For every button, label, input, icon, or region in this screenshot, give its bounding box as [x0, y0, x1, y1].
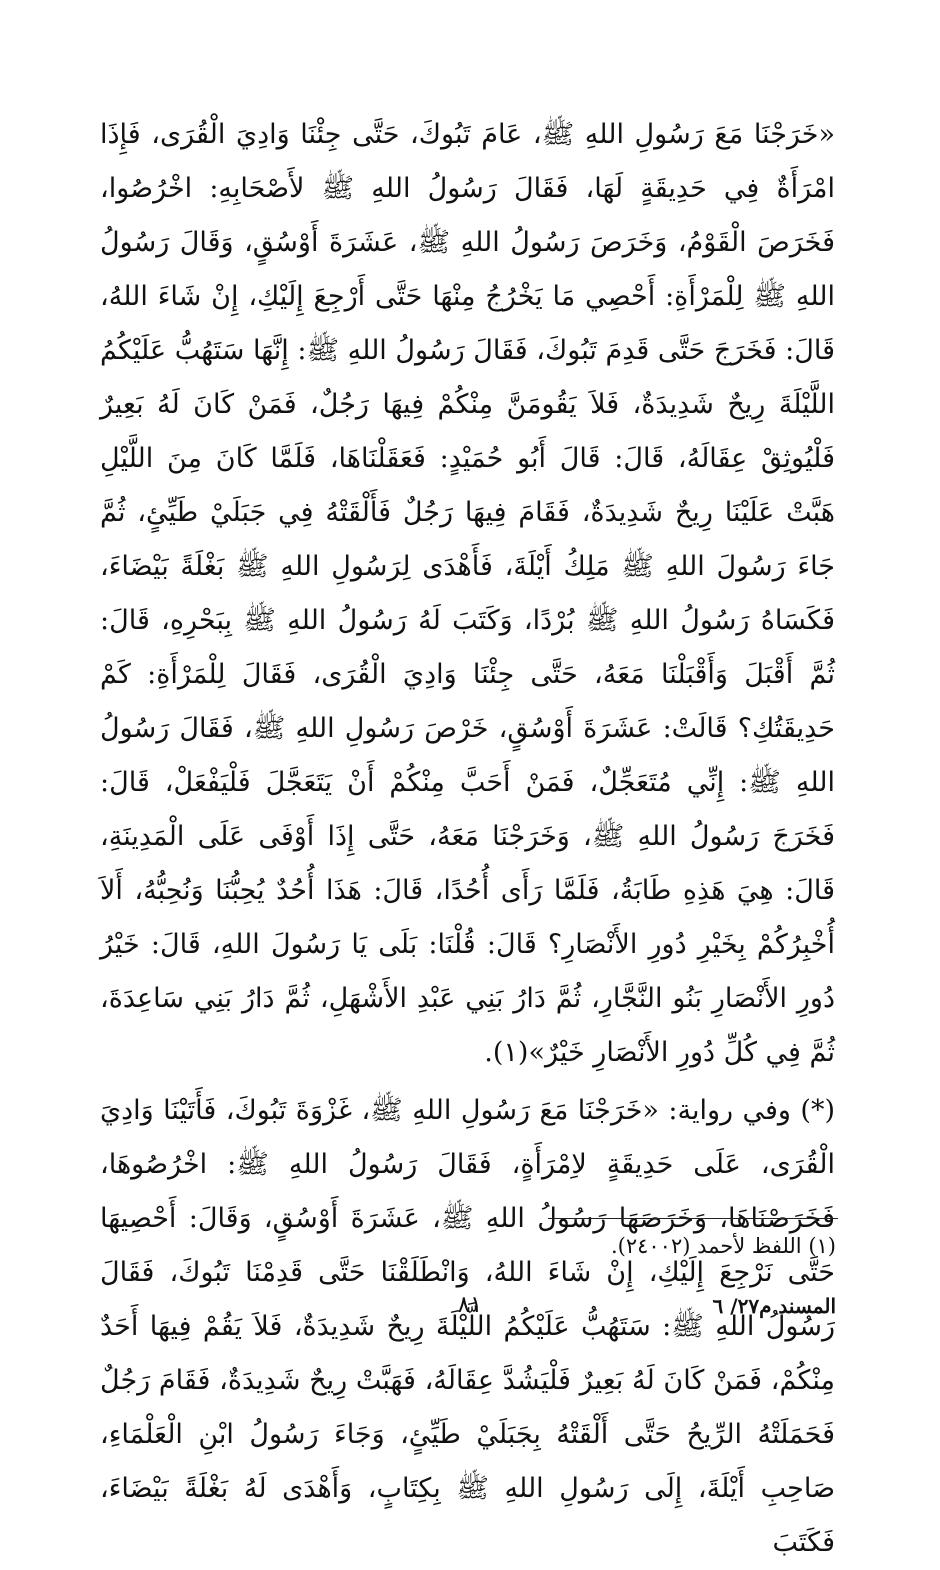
main-text: [100, 108, 835, 1570]
narration-paragraph: (*) وفي رواية: «خَرَجْنَا مَعَ رَسُولِ اللهِ ﷺ، غَزْوَةَ تَبُوكَ، فَأَتَيْنَا وَادِيَ الْقُرَى، عَلَى حَدِيقَةٍ لاِمْرَأَةٍ، فَقَالَ رَسُولُ اللهِ ﷺ: اخْرُصُوهَا، فَخَرَصْنَاهَا، وَخَرَصَهَا رَسُولُ اللهِ ﷺ، عَشَرَةَ أَوْسُقٍ، وَقَالَ: أَحْصِيهَا حَتَّى نَرْجِعَ إِلَيْكِ، إِنْ شَاءَ اللهُ، وَانْطَلَقْنَا حَتَّى قَدِمْنَا تَبُوكَ، فَقَالَ رَسُولُ اللهِ ﷺ: سَتَهُبُّ عَلَيْكُمُ اللَّيْلَةَ رِيحٌ شَدِيدَةٌ، فَلاَ يَقُمْ فِيهَا أَحَدٌ مِنْكُمْ، فَمَنْ كَانَ لَهُ بَعِيرٌ فَلْيَشُدَّ عِقَالَهُ، فَهَبَّتْ رِيحٌ شَدِيدَةٌ، فَقَامَ رَجُلٌ فَحَمَلَتْهُ الرِّيحُ حَتَّى أَلْقَتْهُ بِجَبَلَيْ طَيِّئٍ، وَجَاءَ رَسُولُ ابْنِ الْعَلْمَاءِ، صَاحِبِ أَيْلَةَ، إِلَى رَسُولِ اللهِ ﷺ بِكِتَابٍ، وَأَهْدَى لَهُ بَغْلَةً بَيْضَاءَ، فَكَتَبَ: [100, 1095, 835, 1558]
hadith-paragraph: «خَرَجْنَا مَعَ رَسُولِ اللهِ ﷺ، عَامَ تَبُوكَ، حَتَّى جِئْنَا وَادِيَ الْقُرَى، فَإِذَا امْرَأَةٌ فِي حَدِيقَةٍ لَهَا، فَقَالَ رَسُولُ اللهِ ﷺ لأَصْحَابِهِ: اخْرُصُوا، فَخَرَصَ الْقَوْمُ، وَخَرَصَ رَسُولُ اللهِ ﷺ، عَشَرَةَ أَوْسُقٍ، وَقَالَ رَسُولُ اللهِ ﷺ لِلْمَرْأَةِ: أَحْصِي مَا يَخْرُجُ مِنْهَا حَتَّى أَرْجِعَ إِلَيْكِ، إِنْ شَاءَ اللهُ، قَالَ: فَخَرَجَ حَتَّى قَدِمَ تَبُوكَ، فَقَالَ رَسُولُ اللهِ ﷺ: إِنَّهَا سَتَهُبُّ عَلَيْكُمُ اللَّيْلَةَ رِيحٌ شَدِيدَةٌ، فَلاَ يَقُومَنَّ مِنْكُمْ فِيهَا رَجُلٌ، فَمَنْ كَانَ لَهُ بَعِيرٌ فَلْيُوثِقْ عِقَالَهُ، قَالَ: قَالَ أَبُو حُمَيْدٍ: فَعَقَلْنَاهَا، فَلَمَّا كَانَ مِنَ اللَّيْلِ هَبَّتْ عَلَيْنَا رِيحٌ شَدِيدَةٌ، فَقَامَ فِيهَا رَجُلٌ فَأَلْقَتْهُ فِي جَبَلَيْ طَيِّئٍ، ثُمَّ جَاءَ رَسُولَ اللهِ ﷺ مَلِكُ أَيْلَةَ، فَأَهْدَى لِرَسُولِ اللهِ ﷺ بَغْلَةً بَيْضَاءَ، فَكَسَاهُ رَسُولُ اللهِ ﷺ بُرْدًا، وَكَتَبَ لَهُ رَسُولُ اللهِ ﷺ بِبَحْرِهِ، قَالَ: ثُمَّ أَقْبَلَ وَأَقْبَلْنَا مَعَهُ، حَتَّى جِئْنَا وَادِيَ الْقُرَى، فَقَالَ لِلْمَرْأَةِ: كَمْ حَدِيقَتُكِ؟ قَالَتْ: عَشَرَةَ أَوْسُقٍ، خَرْصَ رَسُولِ اللهِ ﷺ، فَقَالَ رَسُولُ اللهِ ﷺ: إِنِّي مُتَعَجِّلٌ، فَمَنْ أَحَبَّ مِنْكُمْ أَنْ يَتَعَجَّلَ فَلْيَفْعَلْ، قَالَ: فَخَرَجَ رَسُولُ اللهِ ﷺ، وَخَرَجْنَا مَعَهُ، حَتَّى إِذَا أَوْفَى عَلَى الْمَدِينَةِ، قَالَ: هِيَ هَذِهِ طَابَةُ، فَلَمَّا رَأَى أُحُدًا، قَالَ: هَذَا أُحُدٌ يُحِبُّنَا وَنُحِبُّهُ، أَلاَ أُخْبِرُكُمْ بِخَيْرِ دُورِ الأَنْصَارِ؟ قَالَ: قُلْنَا: بَلَى يَا رَسُولَ اللهِ، قَالَ: خَيْرُ دُورِ الأَنْصَارِ بَنُو النَّجَّارِ، ثُمَّ دَارُ بَنِي عَبْدِ الأَشْهَلِ، ثُمَّ دَارُ بَنِي سَاعِدَةَ، ثُمَّ فِي كُلِّ دُورِ الأَنْصَارِ خَيْرٌ»(١).: [100, 119, 835, 1068]
footnote-divider: [548, 1218, 838, 1219]
page-number: ٨١: [457, 1292, 483, 1318]
volume-signature: المسند م٢٧/ ٦: [712, 1294, 836, 1318]
footnote: (١) اللفظ لأحمد (٢٤٠٠٢).: [610, 1234, 836, 1258]
